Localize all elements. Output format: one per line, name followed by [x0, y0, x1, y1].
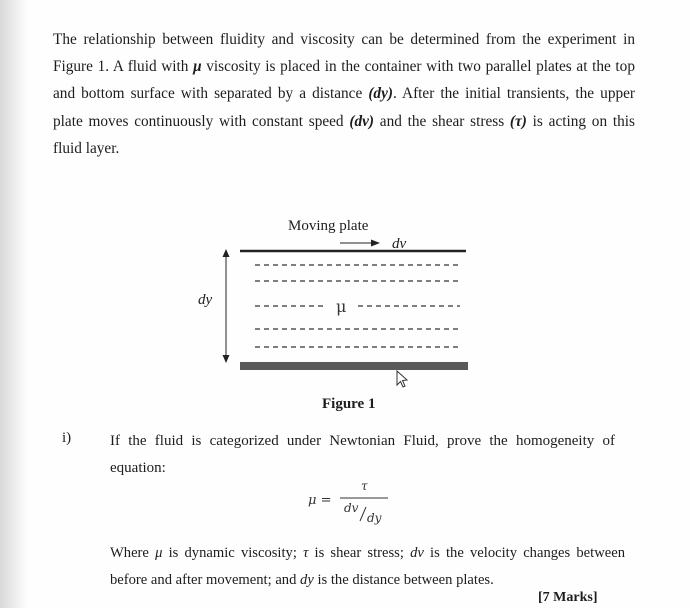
formula-numerator: τ [361, 479, 368, 493]
where-dy-symbol: dy [300, 572, 314, 588]
intro-dv-symbol: (dv) [349, 112, 374, 130]
fluid-mu-label: μ [336, 297, 347, 316]
where-definitions [110, 540, 625, 594]
formula-den-numerator: dv [344, 501, 359, 515]
velocity-arrow-head [371, 240, 380, 247]
formula-lhs: μ = [308, 493, 332, 508]
where-text-5: is the distance between plates. [313, 572, 494, 588]
intro-text-3: . After the initial transients, the upper plate moves continuously with constant speed [53, 85, 635, 130]
where-text-4: is the velocity changes between before and after movement; and [110, 545, 626, 588]
moving-plate-label: Moving plate [288, 218, 369, 234]
intro-mu-symbol: μ [193, 58, 202, 76]
intro-text-5: is acting on this fluid layer. [53, 112, 635, 157]
gap-arrow-top [223, 249, 230, 257]
formula-den-denominator: dy [367, 511, 382, 525]
viscosity-formula [306, 476, 406, 536]
figure-caption: Figure 1 [322, 396, 376, 412]
mouse-cursor-icon [397, 371, 407, 387]
gap-label: dy [198, 292, 213, 308]
intro-tau-symbol: (τ) [509, 112, 527, 130]
intro-text-4: and the shear stress [374, 112, 510, 130]
where-tau-symbol: τ [303, 545, 309, 561]
where-text-3: is shear stress; [308, 545, 411, 561]
where-mu-symbol: μ [155, 545, 163, 561]
intro-text-1: The relationship between fluidity and viscosity can be determined from the experiment in Figure 1. A fluid with [53, 31, 635, 76]
bottom-fixed-plate [240, 362, 468, 370]
gap-arrow-bottom [223, 355, 230, 363]
intro-dy-symbol: (dy) [368, 85, 393, 103]
velocity-label: dv [392, 236, 407, 252]
formula-slash [360, 507, 366, 521]
where-dv-symbol: dv [410, 545, 424, 561]
intro-text-2: viscosity is placed in the container with two parallel plates at the top and bottom surface with separated by a distance [53, 58, 635, 103]
marks-label: [7 Marks] [538, 590, 598, 605]
where-text-2: is dynamic viscosity; [162, 545, 304, 561]
where-text-1: Where [110, 545, 156, 561]
question-text: If the fluid is categorized under Newtonian Fluid, prove the homogeneity of equation: [110, 433, 615, 476]
question-number: i) [62, 430, 72, 446]
